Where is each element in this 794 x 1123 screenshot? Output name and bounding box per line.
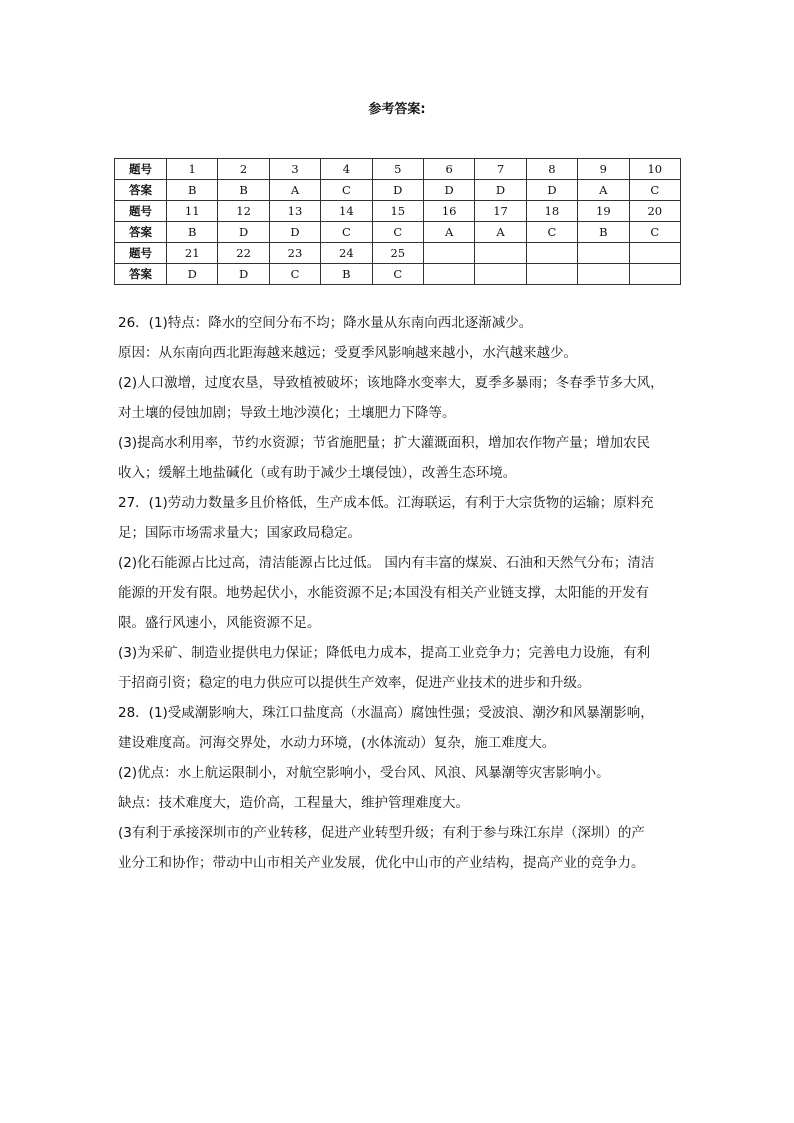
table-cell: A (578, 180, 629, 201)
table-cell: 7 (475, 159, 526, 180)
text-line: 限。盛行风速小，风能资源不足。 (118, 615, 321, 631)
table-cell: 6 (423, 159, 474, 180)
text-line: 收入；缓解土地盐碱化（或有助于减少土壤侵蚀），改善生态环境。 (118, 465, 517, 481)
table-row (115, 159, 681, 180)
row-label: 答案 (115, 264, 167, 285)
text-line: 足；国际市场需求量大；国家政局稳定。 (118, 525, 361, 541)
text-line: (2)人口激增，过度农垦，导致植被破坏；该地降水变率大，夏季多暴雨；冬春季节多大风， (118, 375, 664, 391)
answer-text (118, 308, 678, 878)
table-cell (526, 243, 577, 264)
table-cell: C (526, 222, 577, 243)
table-cell: B (167, 180, 218, 201)
table-cell: 5 (372, 159, 423, 180)
table-cell: 25 (372, 243, 423, 264)
table-row (115, 264, 681, 285)
table-cell: 14 (321, 201, 372, 222)
table-cell: 13 (269, 201, 320, 222)
text-line: 27．(1)劳动力数量多且价格低，生产成本低。江海联运，有利于大宗货物的运输；原料充 (118, 495, 654, 511)
table-cell: 16 (423, 201, 474, 222)
table-cell: C (629, 180, 680, 201)
table-cell: B (167, 222, 218, 243)
table-cell: C (269, 264, 320, 285)
table-cell: D (526, 180, 577, 201)
table-cell: B (578, 222, 629, 243)
table-cell: A (269, 180, 320, 201)
row-label: 题号 (115, 159, 167, 180)
text-line: 对土壤的侵蚀加剧；导致土地沙漠化；土壤肥力下降等。 (118, 405, 456, 421)
table-cell: B (321, 264, 372, 285)
table-cell: 22 (218, 243, 269, 264)
table-row (115, 180, 681, 201)
table-cell: 12 (218, 201, 269, 222)
table-cell: 10 (629, 159, 680, 180)
text-line: (3)提高水利用率，节约水资源；节省施肥量；扩大灌溉面积，增加农作物产量；增加农民 (118, 435, 651, 451)
table-cell: 1 (167, 159, 218, 180)
text-line: 建设难度高。河海交界处，水动力环境，(水体流动）复杂，施工难度大。 (118, 735, 556, 751)
table-cell: 24 (321, 243, 372, 264)
text-line: 缺点：技术难度大，造价高，工程量大，维护管理难度大。 (118, 795, 469, 811)
table-cell: B (218, 180, 269, 201)
table-cell (629, 243, 680, 264)
table-cell: D (218, 264, 269, 285)
table-cell: 2 (218, 159, 269, 180)
table-cell (423, 264, 474, 285)
page-title: 参考答案: (368, 102, 426, 117)
text-line: (2)优点：水上航运限制小，对航空影响小，受台风、风浪、风暴潮等灾害影响小。 (118, 765, 610, 781)
text-line: 26．(1)特点：降水的空间分布不均；降水量从东南向西北逐渐减少。 (118, 315, 533, 331)
table-cell: C (321, 222, 372, 243)
table-cell (423, 243, 474, 264)
table-cell: 17 (475, 201, 526, 222)
table-cell: D (423, 180, 474, 201)
text-line: 原因：从东南向西北距海越来越远；受夏季风影响越来越小，水汽越来越少。 (118, 345, 577, 361)
table-cell: D (167, 264, 218, 285)
answer-table (114, 158, 681, 285)
text-line: 能源的开发有限。地势起伏小，水能资源不足;本国没有相关产业链支撑，太阳能的开发有 (118, 585, 650, 601)
table-cell: D (475, 180, 526, 201)
table-cell: C (372, 222, 423, 243)
text-line: 28．(1)受咸潮影响大，珠江口盐度高（水温高）腐蚀性强；受波浪、潮汐和风暴潮影响， (118, 705, 654, 721)
table-cell (578, 243, 629, 264)
row-label: 题号 (115, 201, 167, 222)
table-cell: 11 (167, 201, 218, 222)
table-row (115, 201, 681, 222)
text-line: 业分工和协作；带动中山市相关产业发展，优化中山市的产业结构，提高产业的竞争力。 (118, 855, 645, 871)
table-cell: 4 (321, 159, 372, 180)
text-line: 于招商引资；稳定的电力供应可以提供生产效率，促进产业技术的进步和升级。 (118, 675, 591, 691)
table-cell: A (475, 222, 526, 243)
table-cell: C (321, 180, 372, 201)
table-cell (578, 264, 629, 285)
table-cell: D (218, 222, 269, 243)
table-cell: C (372, 264, 423, 285)
table-cell: 8 (526, 159, 577, 180)
text-line: (2)化石能源占比过高，清洁能源占比过低。 国内有丰富的煤炭、石油和天然气分布；清洁 (118, 555, 655, 571)
table-cell: A (423, 222, 474, 243)
row-label: 答案 (115, 222, 167, 243)
text-line: (3)为采矿、制造业提供电力保证；降低电力成本，提高工业竞争力；完善电力设施，有利 (118, 645, 651, 661)
table-cell: 23 (269, 243, 320, 264)
table-cell: 21 (167, 243, 218, 264)
table-cell (475, 243, 526, 264)
table-cell: 3 (269, 159, 320, 180)
table-cell: 20 (629, 201, 680, 222)
text-line: (3有利于承接深圳市的产业转移，促进产业转型升级；有利于参与珠江东岸（深圳）的产 (118, 825, 645, 841)
table-cell: C (629, 222, 680, 243)
row-label: 答案 (115, 180, 167, 201)
table-cell: 18 (526, 201, 577, 222)
table-cell (475, 264, 526, 285)
table-cell: 9 (578, 159, 629, 180)
row-label: 题号 (115, 243, 167, 264)
table-row (115, 222, 681, 243)
table-cell: 15 (372, 201, 423, 222)
table-cell: D (269, 222, 320, 243)
table-cell: 19 (578, 201, 629, 222)
table-row (115, 243, 681, 264)
table-cell (629, 264, 680, 285)
table-cell: D (372, 180, 423, 201)
table-cell (526, 264, 577, 285)
